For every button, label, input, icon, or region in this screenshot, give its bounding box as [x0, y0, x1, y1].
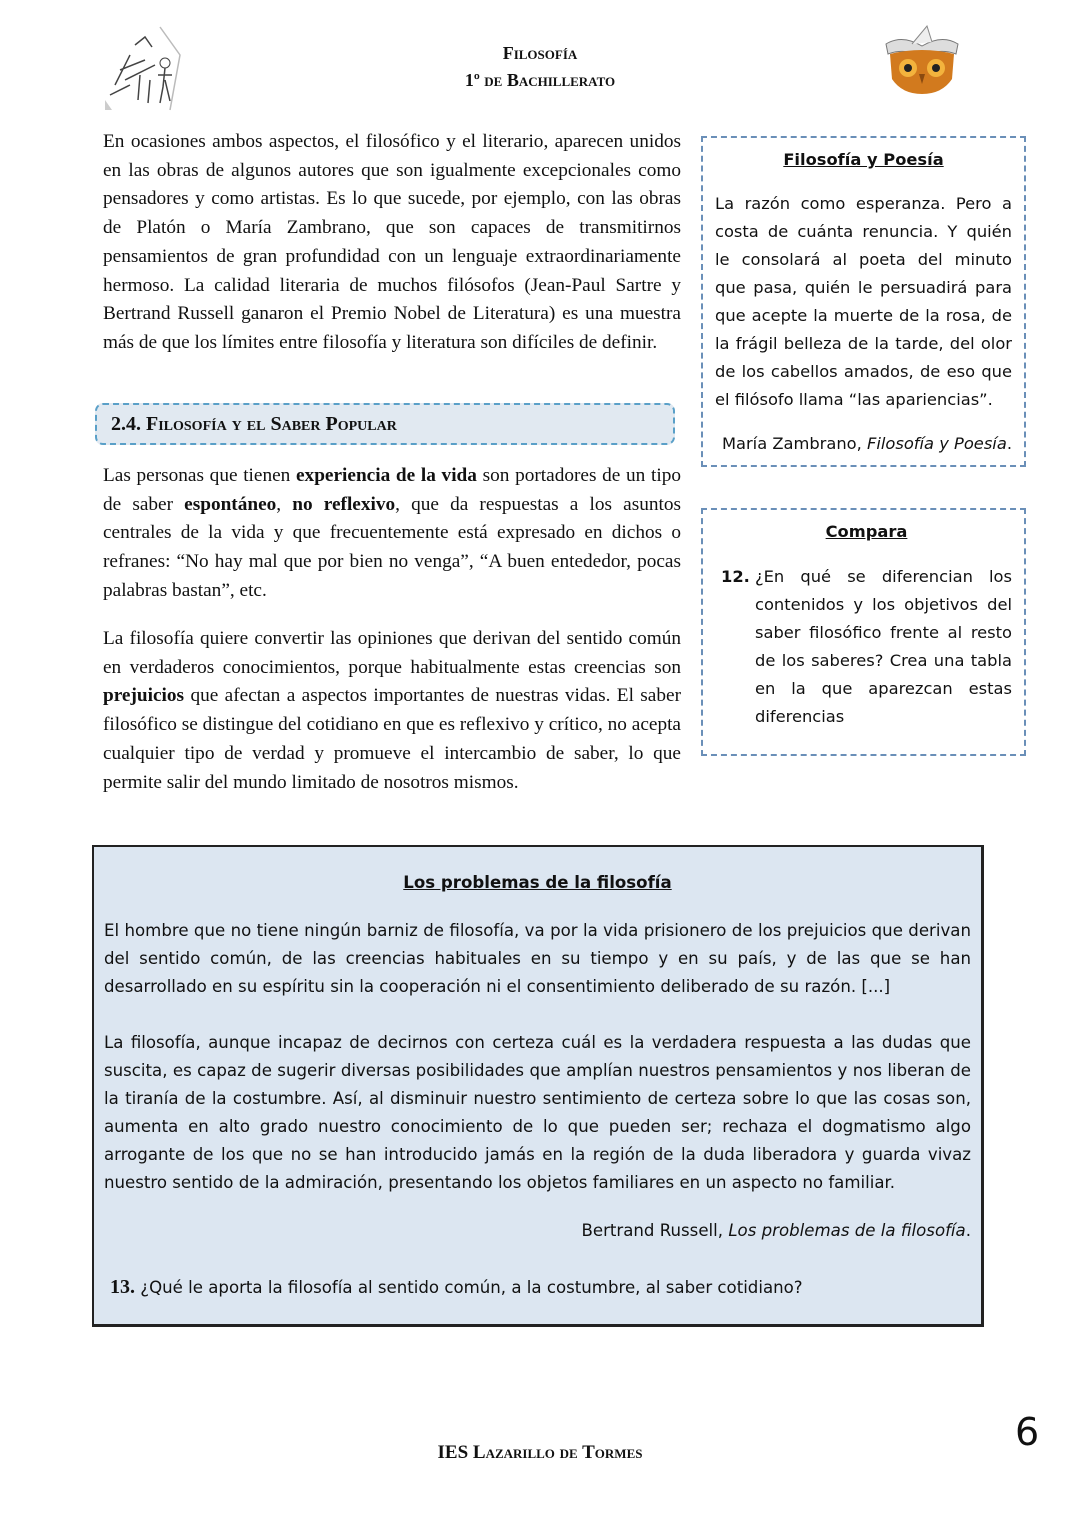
punct: .: [1006, 434, 1012, 453]
reading-attribution: [104, 1217, 971, 1245]
text: son portadores de un tipo de saber: [103, 465, 681, 515]
box-filosofia-poesia: [701, 136, 1026, 467]
reading-box: [92, 845, 984, 1327]
header-title: [330, 40, 750, 94]
text: ,: [276, 493, 293, 515]
section-heading-box: [95, 403, 675, 445]
author: Bertrand Russell,: [581, 1221, 729, 1240]
punct: .: [965, 1221, 971, 1240]
intro-paragraph: En ocasiones ambos aspectos, el filosófico y el literario, aparecen unidos en las obras de algunos autores que son igualmente excepcionales como pensadores y como artistas. Es lo que sucede, por ejemplo, con las obras de Platón o María Zambrano, que son capaces de transmitirnos pensamientos de gran profundidad con un lenguaje extraordinariamente hermoso. La calidad literaria de muchos filósofos (Jean-Paul Sartre y Bertrand Russell ganaron el Premio Nobel de Literatura) es una muestra más de que los límites entre filosofía y literatura son difíciles de definir.: [103, 131, 681, 353]
exercise-13: [104, 1273, 971, 1302]
exercise-number: 12.: [721, 567, 750, 586]
author: María Zambrano,: [721, 434, 867, 453]
exercise-question: ¿En qué se diferencian los contenidos y los objetivos del saber filosófico frente al resto de los saberes? Crea una tabla en la que aparezcan estas diferencias: [755, 567, 1012, 726]
reading-paragraph: La filosofía, aunque incapaz de decirnos con certeza cuál es la verdadera respuesta a las dudas que suscita, es capaz de sugerir diversas posibilidades que amplían nuestros pensamientos y nos liberan de la tiranía de la costumbre. Así, al disminuir nuestro sentimiento de certeza sobre lo que las cosas son, aumenta en alto grado nuestro conocimiento de lo que pueden ser; rechaza el dogmatismo algo arrogante de los que no se han introducido jamás en la región de la duda liberadora y guarda vivaz nuestro sentido de la admiración, presentando los objetos familiares en un aspecto no familiar.: [104, 1033, 971, 1192]
footer-school: IES Lazarillo de Tormes: [437, 1442, 643, 1463]
emphasis: espontáneo: [184, 493, 277, 515]
exercise-number: 13.: [110, 1276, 135, 1298]
section-heading: 2.4. Filosofía y el Saber Popular: [111, 413, 397, 435]
box-compara: [701, 508, 1026, 756]
box-title: Filosofía y Poesía: [783, 150, 944, 169]
lazarillo-logo-icon: [100, 25, 195, 113]
text: , que da respuestas a los asuntos centrales de la vida y que frecuentemente está expresado en dichos o refranes: “No hay mal que por bien no venga”, “A buen entededor, pocas palabras bastan”, etc.: [103, 493, 681, 601]
paragraph-filosofia: [103, 625, 681, 797]
text: La filosofía quiere convertir las opiniones que derivan del sentido común en verdaderos conocimientos, porque habitualmente estas creencias son: [103, 628, 681, 678]
page-number: 6: [1015, 1410, 1040, 1454]
quote-text: La razón como esperanza. Pero a costa de cuánta renuncia. Y quién le consolará al poeta del minuto que pasa, quién le persuadirá para que acepte la muerte de la rosa, de la frágil belleza de la tarde, del olor de los cabellos amados, de eso que el filósofo llama “las apariencias”.: [715, 194, 1012, 409]
exercise-12: [721, 563, 1012, 731]
paragraph-saber-popular: [103, 462, 681, 606]
box-title: Compara: [825, 522, 908, 541]
work-title: Filosofía y Poesía: [866, 434, 1007, 453]
emphasis: no reflexivo: [292, 493, 396, 515]
text: que afectan a aspectos importantes de nuestras vidas. El saber filosófico se distingue del cotidiano en que es reflexivo y crítico, no acepta cualquier tipo de verdad y promueve el intercambio de saber, lo que permite salir del mundo limitado de nosotros mismos.: [103, 685, 681, 793]
emphasis: experiencia de la vida: [296, 465, 477, 486]
exercise-question: ¿Qué le aporta la filosofía al sentido común, a la costumbre, al saber cotidiano?: [140, 1278, 803, 1297]
owl-book-logo-icon: [882, 24, 962, 96]
header-subject: Filosofía: [502, 43, 578, 63]
reading-paragraph: El hombre que no tiene ningún barniz de filosofía, va por la vida prisionero de los prejuicios que derivan del sentido común, de las creencias habituales en su tiempo y en su país, y de las que se han desarrollado en su espíritu sin la cooperación ni el consentimiento deliberado de su razón. [...]: [104, 921, 971, 996]
quote-attribution: [715, 430, 1012, 458]
header-course: 1º de Bachillerato: [464, 70, 616, 90]
emphasis: prejuicios: [103, 685, 185, 707]
text: Las personas que tienen: [103, 465, 296, 486]
work-title: Los problemas de la filosofía: [728, 1221, 966, 1240]
reading-title: Los problemas de la filosofía: [403, 873, 672, 892]
